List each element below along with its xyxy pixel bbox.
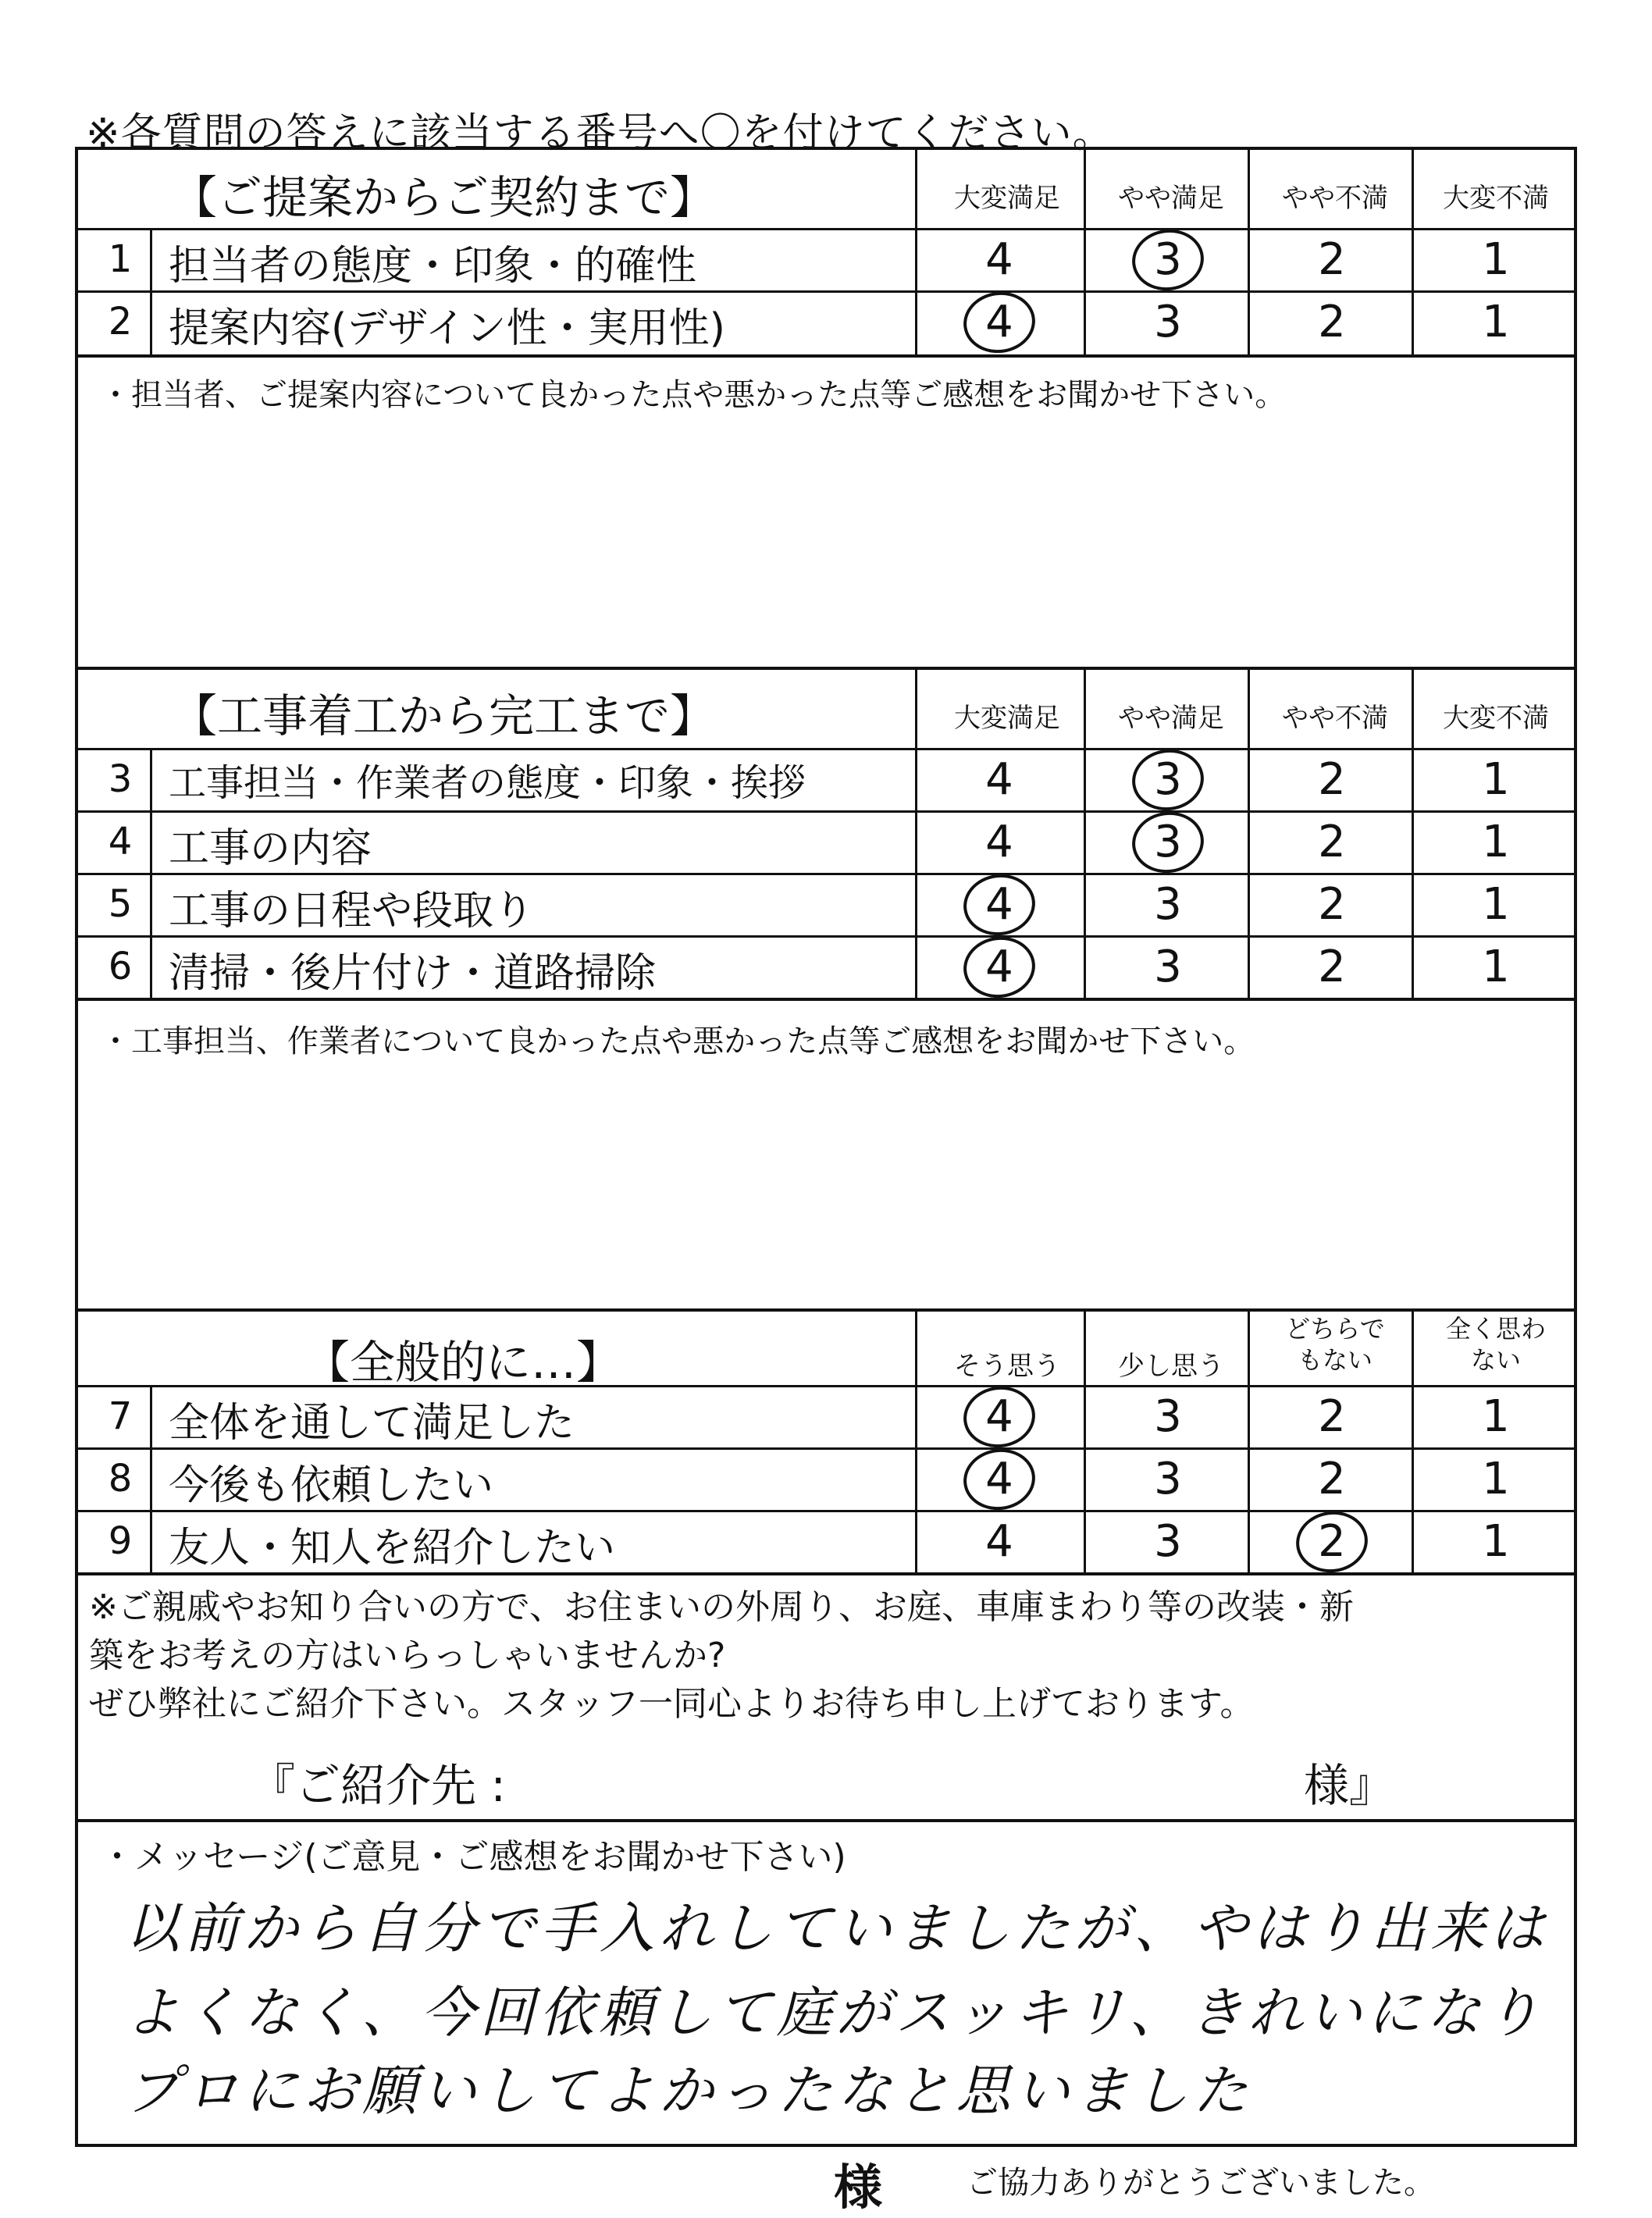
section2-header-4: 大変不満	[1443, 703, 1549, 734]
rating-option-4-3[interactable]: 3	[1090, 817, 1246, 867]
footer-thanks: ご協力ありがとうございました。	[967, 2165, 1435, 2201]
section3-header-1: そう思う	[954, 1351, 1060, 1382]
rating-option-7-3[interactable]: 3	[1154, 1391, 1182, 1442]
row-label-2: 提案内容(デザイン性・実用性)	[169, 305, 725, 352]
survey-form	[75, 147, 1577, 2147]
message-handwritten-line-1: 以前から自分で手入れしていましたが、やはり出来は	[125, 1896, 1549, 1960]
section1-comment-prompt: ・担当者、ご提案内容について良かった点や悪かった点等ご感想をお聞かせ下さい。	[100, 377, 1287, 413]
selected-circle-mark	[960, 1381, 1039, 1451]
section3-header-3: どちらで もない	[1285, 1314, 1385, 1375]
section2-comment-area[interactable]	[78, 998, 1574, 1308]
row-number-3: 3	[108, 757, 133, 801]
rating-option-8-4[interactable]: 4	[921, 1454, 1077, 1504]
section1-title: 【ご提案からご契約まで】	[172, 171, 716, 224]
row-number-1: 1	[108, 237, 133, 281]
rating-option-3-4[interactable]: 4	[985, 754, 1013, 805]
rating-option-6-2[interactable]: 2	[1318, 942, 1346, 992]
section2-header-1: 大変満足	[954, 703, 1060, 734]
message-handwritten-line-2: よくなく、今回依頼して庭がスッキリ、きれいになり	[125, 1981, 1545, 2045]
referral-note-line-2: 築をお考えの方はいらっしゃいませんか?	[89, 1636, 726, 1675]
rating-option-5-2[interactable]: 2	[1318, 879, 1346, 930]
rating-option-1-4[interactable]: 4	[985, 234, 1013, 285]
rating-option-9-3[interactable]: 3	[1154, 1516, 1182, 1567]
rating-option-7-4[interactable]: 4	[921, 1391, 1077, 1442]
referral-name-field[interactable]	[625, 1743, 1366, 1805]
selected-circle-mark	[1128, 806, 1208, 877]
row-number-7: 7	[108, 1394, 133, 1438]
section1-header-4: 大変不満	[1443, 183, 1549, 214]
row-number-9: 9	[108, 1519, 133, 1563]
rating-option-3-3[interactable]: 3	[1090, 754, 1246, 805]
section2-title: 【工事着工から完工まで】	[172, 689, 716, 742]
row-number-8: 8	[108, 1457, 133, 1501]
rating-option-2-3[interactable]: 3	[1154, 297, 1182, 347]
rating-option-9-1[interactable]: 1	[1482, 1516, 1510, 1567]
row-label-6: 清掃・後片付け・道路掃除	[169, 950, 657, 997]
rating-option-3-1[interactable]: 1	[1482, 754, 1510, 805]
rating-option-2-4[interactable]: 4	[921, 297, 1077, 347]
rating-option-7-1[interactable]: 1	[1482, 1391, 1510, 1442]
selected-circle-mark	[1292, 1506, 1372, 1576]
rating-option-9-4[interactable]: 4	[985, 1516, 1013, 1567]
rating-option-3-2[interactable]: 2	[1318, 754, 1346, 805]
rating-option-4-2[interactable]: 2	[1318, 817, 1346, 867]
rating-option-5-3[interactable]: 3	[1154, 879, 1182, 930]
rating-option-6-1[interactable]: 1	[1482, 942, 1510, 992]
rating-option-5-4[interactable]: 4	[921, 879, 1077, 930]
rating-option-8-3[interactable]: 3	[1154, 1454, 1182, 1504]
selected-circle-mark	[1128, 744, 1208, 814]
rating-option-1-1[interactable]: 1	[1482, 234, 1510, 285]
section1-header-3: やや不満	[1282, 183, 1388, 214]
rating-option-8-2[interactable]: 2	[1318, 1454, 1346, 1504]
rating-option-8-1[interactable]: 1	[1482, 1454, 1510, 1504]
row-number-4: 4	[108, 820, 133, 863]
row-label-7: 全体を通して満足した	[169, 1400, 575, 1447]
rating-option-1-2[interactable]: 2	[1318, 234, 1346, 285]
row-number-5: 5	[108, 882, 133, 926]
section3-title: 【全般的に…】	[304, 1336, 622, 1389]
row-label-8: 今後も依頼したい	[169, 1462, 494, 1509]
section1-comment-area[interactable]	[78, 354, 1574, 667]
referral-note-line-1: ※ご親戚やお知り合いの方で、お住まいの外周り、お庭、車庫まわり等の改装・新	[89, 1587, 1354, 1627]
section2-header-3: やや不満	[1282, 703, 1388, 734]
rating-option-1-3[interactable]: 3	[1090, 234, 1246, 285]
rating-option-2-1[interactable]: 1	[1482, 297, 1510, 347]
row-number-2: 2	[108, 300, 133, 344]
section2-header-2: やや満足	[1118, 703, 1224, 734]
row-label-4: 工事の内容	[169, 825, 372, 872]
row-label-1: 担当者の態度・印象・的確性	[169, 243, 697, 290]
section3-header-4: 全く思わ ない	[1445, 1314, 1546, 1375]
selected-circle-mark	[960, 869, 1039, 939]
selected-circle-mark	[960, 1444, 1039, 1514]
section1-header-1: 大変満足	[954, 183, 1060, 214]
referral-suffix: 様』	[1304, 1759, 1395, 1812]
row-label-3: 工事担当・作業者の態度・印象・挨拶	[169, 761, 806, 805]
row-label-9: 友人・知人を紹介したい	[169, 1525, 616, 1572]
message-handwritten-line-3: プロにお願いしてよかったなと思いました	[125, 2059, 1252, 2123]
rating-option-6-3[interactable]: 3	[1154, 942, 1182, 992]
row-label-5: 工事の日程や段取り	[169, 888, 535, 935]
rating-option-7-2[interactable]: 2	[1318, 1391, 1346, 1442]
section1-header-2: やや満足	[1118, 183, 1224, 214]
selected-circle-mark	[1128, 224, 1208, 294]
footer-sama: 様	[834, 2159, 883, 2216]
form-instruction: ※各質問の答えに該当する番号へ〇を付けてください。	[86, 110, 1114, 157]
rating-option-5-1[interactable]: 1	[1482, 879, 1510, 930]
rating-option-4-1[interactable]: 1	[1482, 817, 1510, 867]
rating-option-6-4[interactable]: 4	[921, 942, 1077, 992]
rating-option-4-4[interactable]: 4	[985, 817, 1013, 867]
section3-header-2: 少し思う	[1118, 1351, 1224, 1382]
selected-circle-mark	[960, 931, 1039, 1002]
referral-label: 『ご紹介先 :	[250, 1759, 506, 1812]
rating-option-2-2[interactable]: 2	[1318, 297, 1346, 347]
referral-note-line-3: ぜひ弊社にご紹介下さい。スタッフ一同心よりお待ち申し上げております。	[89, 1684, 1255, 1724]
selected-circle-mark	[960, 287, 1039, 357]
section2-comment-prompt: ・工事担当、作業者について良かった点や悪かった点等ご感想をお聞かせ下さい。	[100, 1024, 1255, 1059]
row-number-6: 6	[108, 945, 133, 988]
rating-option-9-2[interactable]: 2	[1254, 1516, 1410, 1567]
message-prompt: ・メッセージ(ご意見・ご感想をお聞かせ下さい)	[100, 1837, 846, 1877]
